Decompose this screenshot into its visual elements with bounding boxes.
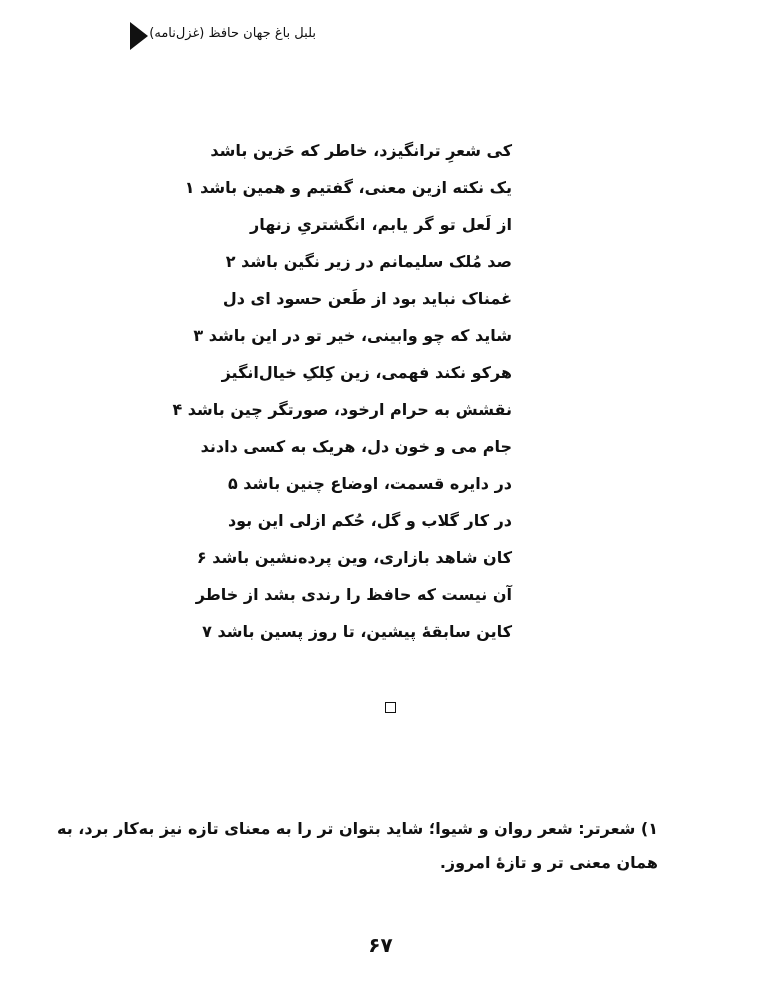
poem-line: یک نکته ازین معنی، گفتیم و همین باشد ۱ — [184, 178, 512, 197]
footnote-line: ۱) شعرتر: شعر روان و شیوا؛ شاید بتوان تر را به معنای تازه نیز به‌کار برد، به — [57, 819, 658, 838]
poem-line: کی شعرِ ترانگیزد، خاطر که حَزین باشد — [210, 141, 512, 160]
poem-line: شاید که چو وابینی، خیر تو در این باشد ۳ — [193, 326, 512, 345]
poem-line: غمناک نباید بود از طَعن حسود ای دل — [222, 289, 512, 308]
footnote — [57, 812, 658, 880]
poem-line: در کار گلاب و گل، حُکم ازلی این بود — [227, 511, 512, 530]
page-number: ۶۷ — [368, 933, 393, 957]
poem-line: کان شاهد بازاری، وین پرده‌نشین باشد ۶ — [196, 548, 512, 567]
running-header — [130, 22, 316, 50]
end-of-poem-square-icon — [385, 702, 396, 713]
poem-line: هرکو نکند فهمی، زین کِلکِ خیال‌انگیز — [221, 363, 512, 382]
poem-line: جام می و خون دل، هریک به کسی دادند — [200, 437, 512, 456]
triangle-marker-icon — [130, 22, 148, 50]
poem-line: نقشش به حرام ارخود، صورتگر چین باشد ۴ — [172, 400, 512, 419]
poem-line: آن نیست که حافظ را رندی بشد از خاطر — [195, 585, 512, 604]
poem-line: از لَعل تو گر یابم، انگشتریِ زنهار — [250, 215, 512, 234]
poem-line: کاین سابقهٔ پیشین، تا روز پسین باشد ۷ — [202, 622, 512, 641]
poem-line: صد مُلک سلیمانم در زیر نگین باشد ۲ — [225, 252, 512, 271]
poem — [172, 132, 512, 650]
running-header-title: بلبل باغ جهان حافظ (غزل‌نامه) — [149, 26, 316, 41]
footnote-line: همان معنی تر و تازهٔ امروز. — [439, 853, 658, 872]
poem-line: در دایره قسمت، اوضاع چنین باشد ۵ — [227, 474, 512, 493]
